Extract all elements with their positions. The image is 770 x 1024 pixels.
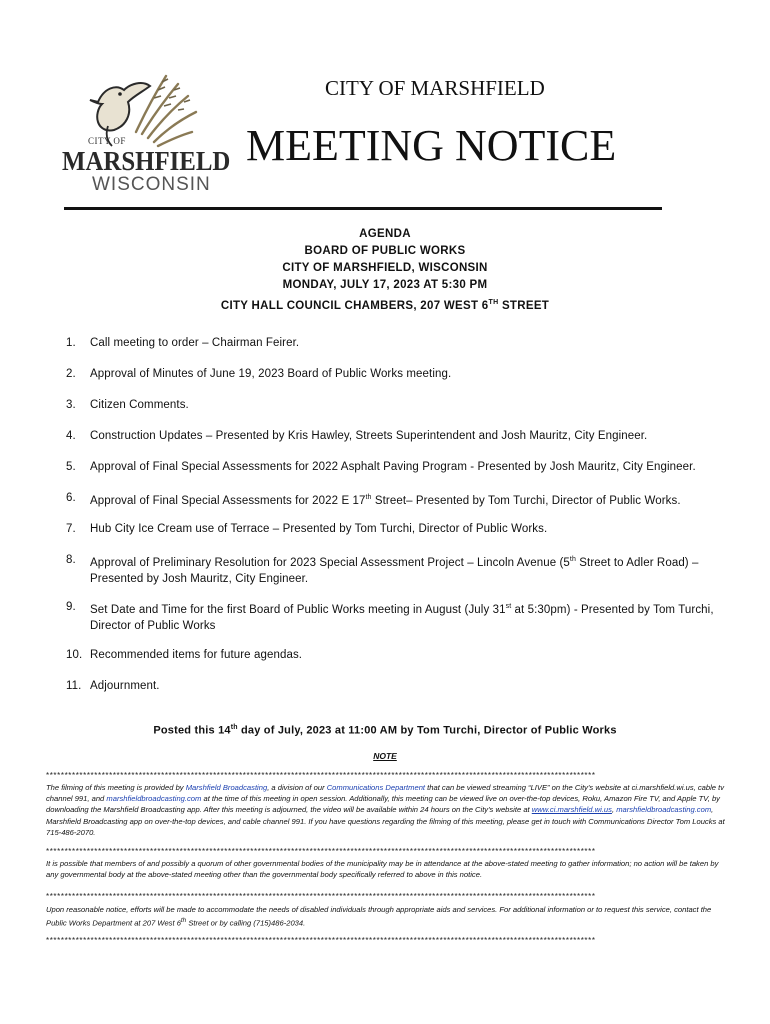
logo-city-of: CITY OF	[88, 136, 126, 146]
city-heading: CITY OF MARSHFIELD	[325, 76, 545, 100]
broadcasting-site-link-2[interactable]: marshfieldbroadcasting.com	[616, 805, 712, 815]
agenda-item: 2. Approval of Minutes of June 19, 2023 Board of Public Works meeting.	[66, 368, 452, 380]
star-divider: ****************************************************************************************************************************************************	[46, 848, 596, 856]
agenda-item: 11. Adjournment.	[66, 680, 160, 692]
agenda-header	[0, 226, 770, 315]
city-logo	[58, 62, 231, 197]
agenda-item: 9. Set Date and Time for the first Board of Public Works meeting in August (July 31st at 5:30pm) - Presented by Tom Turchi, Director of Public Works	[66, 601, 714, 632]
broadcasting-site-link[interactable]: marshfieldbroadcasting.com	[106, 794, 202, 804]
star-divider: ****************************************************************************************************************************************************	[46, 937, 596, 945]
logo-name: MARSHFIELD	[62, 146, 231, 176]
communications-department-link[interactable]: Communications Department	[326, 783, 426, 792]
posted-line: Posted this 14th day of July, 2023 at 11:00 AM by Tom Turchi, Director of Public Works	[153, 724, 617, 737]
agenda-item: 5. Approval of Final Special Assessments for 2022 Asphalt Paving Program - Presented by Josh Mauritz, City Engineer.	[66, 461, 696, 473]
bird-wheat-emblem-icon	[58, 62, 228, 157]
marshfield-broadcasting-link[interactable]: Marshfield Broadcasting	[185, 783, 268, 792]
agenda-item: 7. Hub City Ice Cream use of Terrace – Presented by Tom Turchi, Director of Public Works.	[66, 523, 548, 535]
meeting-location: CITY HALL COUNCIL CHAMBERS, 207 WEST 6TH STREET	[220, 299, 550, 312]
note-heading: NOTE	[373, 751, 397, 761]
logo-state: WISCONSIN	[92, 174, 211, 195]
agenda-item: 6. Approval of Final Special Assessments for 2022 E 17th Street– Presented by Tom Turchi, Director of Public Works.	[66, 492, 681, 507]
star-divider: ****************************************************************************************************************************************************	[46, 893, 596, 901]
accessibility-notice: Upon reasonable notice, efforts will be made to accommodate the needs of disabled individuals through appropriate aids and services. For additional information or to request this service, contact the Public Works Department at 207 West 6th Street or by calling (715)486-2034.	[46, 905, 712, 928]
page-title: MEETING NOTICE	[246, 121, 617, 170]
city-state: CITY OF MARSHFIELD, WISCONSIN	[282, 262, 488, 274]
agenda-label: AGENDA	[359, 228, 411, 240]
agenda-item: 4. Construction Updates – Presented by Kris Hawley, Streets Superintendent and Josh Mauritz, City Engineer.	[66, 430, 648, 442]
star-divider: ****************************************************************************************************************************************************	[46, 772, 596, 780]
filming-notice: The filming of this meeting is provided by Marshfield Broadcasting, a division of our Communications Department that can be viewed streaming “LIVE” on the City's website at ci.marshfield.wi.us, cable tv channel 991, and marshfieldbroadcasting.com at the time of this meeting in open session. Additionally, this meeting can be viewed live on over-the-top devices, Roku, Amazon Fire TV, and Apple TV, by downloading the Marshfield Broadcasting app. After this meeting is adjourned, the video will be available within 24 hours on the City's website at www.ci.marshfield.wi.us, marshfieldbroadcasting.com, Marshfield Broadcasting app on over-the-top devices, and cable channel 991. If you have questions regarding the filming of this meeting, please get in touch with Communications Director Tom Loucks at 715-486-2070.	[46, 783, 725, 837]
agenda-item: 8. Approval of Preliminary Resolution for 2023 Special Assessment Project – Lincoln Avenue (5th Street to Adler Road) – Presented by Josh Mauritz, City Engineer.	[66, 554, 699, 585]
board-name: BOARD OF PUBLIC WORKS	[304, 245, 466, 257]
city-website-link[interactable]: www.ci.marshfield.wi.us	[531, 805, 612, 815]
agenda-item: 10. Recommended items for future agendas.	[66, 649, 303, 661]
agenda-item: 1. Call meeting to order – Chairman Feirer.	[66, 337, 300, 349]
agenda-item: 3. Citizen Comments.	[66, 399, 189, 411]
quorum-notice: It is possible that members of and possibly a quorum of other governmental bodies of the municipality may be in attendance at the above-stated meeting to gather information; no action will be taken by any governmental body at the above-stated meeting other than the governmental body specifically referred to above in this notice.	[46, 859, 719, 880]
meeting-datetime: MONDAY, JULY 17, 2023 AT 5:30 PM	[282, 279, 488, 291]
header-divider	[64, 207, 662, 210]
